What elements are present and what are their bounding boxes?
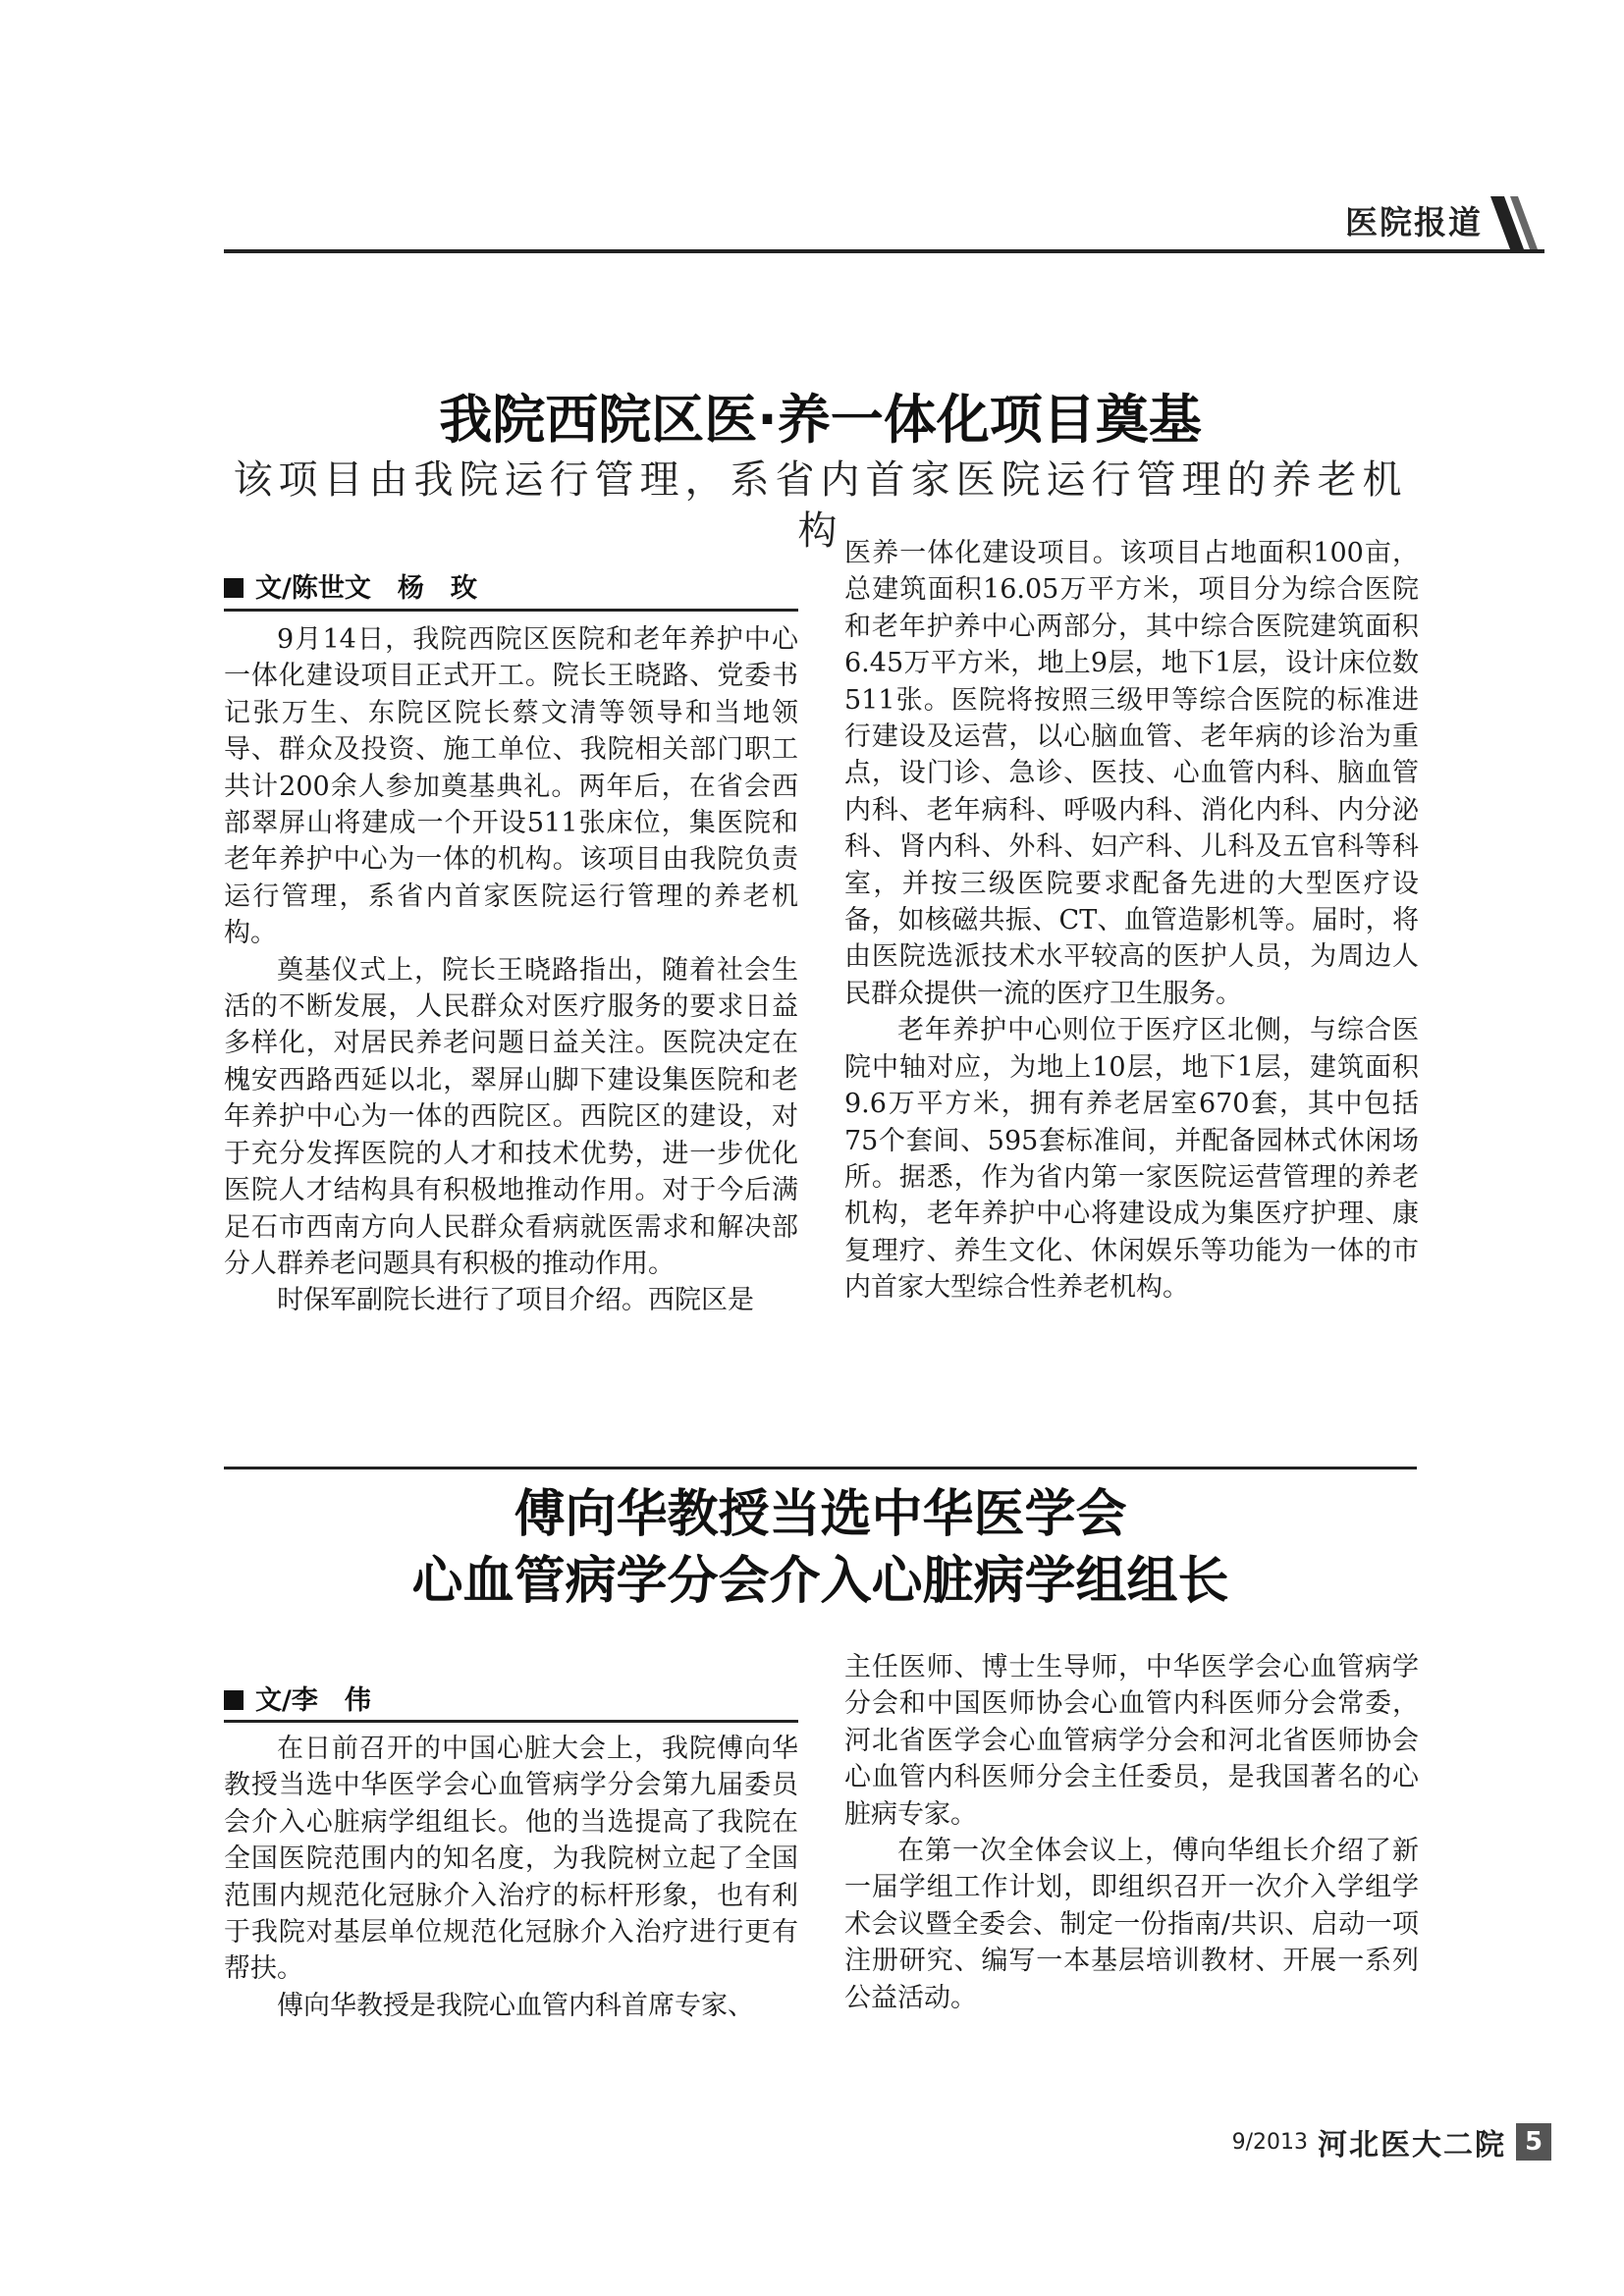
byline-square-icon (224, 1690, 244, 1710)
article1-byline-rule (224, 609, 798, 612)
article1-paragraph: 9月14日，我院西院区医院和老年养护中心一体化建设项目正式开工。院长王晓路、党委书记张万生、东院区院长蔡文清等领导和当地领导、群众及投资、施工单位、我院相关部门职工共计200余人参加奠基典礼。两年后，在省会西部翠屏山将建成一个开设511张床位，集医院和老年养护中心为一体的机构。该项目由我院负责运行管理，系省内首家医院运行管理的养老机构。 (224, 624, 798, 949)
issue-date: 9/2013 (1231, 2129, 1308, 2155)
article2-byline (224, 1683, 793, 1719)
article2-paragraph: 在日前召开的中国心脏大会上，我院傅向华教授当选中华医学会心血管病学分会第九届委员会介入心脏病学组组长。他的当选提高了我院在全国医院范围内的知名度，为我院树立起了全国范围内规范化冠脉介入治疗的标杆形象，也有利于我院对基层单位规范化冠脉介入治疗进行更有帮扶。 (224, 1734, 798, 1985)
article1-right-column (844, 535, 1419, 1307)
page-footer (1178, 2122, 1551, 2162)
article1-paragraph: 时保军副院长进行了项目介绍。西院区是 (277, 1285, 754, 1316)
page-number: 5 (1516, 2123, 1551, 2161)
article1-byline (224, 571, 793, 607)
article2-left-column (224, 1731, 798, 2024)
article1-paragraph: 老年养护中心则位于医疗区北侧，与综合医院中轴对应，为地上10层，地下1层，建筑面积9.6万平方米，拥有养老居室670套，其中包括75个套间、595套标准间，并配备园林式休闲场所。据悉，作为省内第一家医院运营管理的养老机构，老年养护中心将建设成为集医疗护理、康复理疗、养生文化、休闲娱乐等功能为一体的市内首家大型综合性养老机构。 (844, 1015, 1419, 1304)
header-rule (224, 249, 1544, 253)
header-slash-decoration (1483, 194, 1542, 251)
article2-right-column (844, 1649, 1419, 2016)
article2-paragraph: 傅向华教授是我院心血管内科首席专家、 (277, 1990, 754, 2021)
article1-paragraph: 医养一体化建设项目。该项目占地面积100亩，总建筑面积16.05万平方米，项目分为综合医院和老年护养中心两部分，其中综合医院建筑面积6.45万平方米，地上9层，地下1层，设计床位数511张。医院将按照三级甲等综合医院的标准进行建设及运营，以心脑血管、老年病的诊治为重点，设门诊、急诊、医技、心血管内科、脑血管内科、老年病科、呼吸内科、消化内科、内分泌科、肾内科、外科、妇产科、儿科及五官科等科室，并按三级医院要求配备先进的大型医疗设备，如核磁共振、CT、血管造影机等。届时，将由医院选派技术水平较高的医护人员，为周边人民群众提供一流的医疗卫生服务。 (844, 538, 1419, 1009)
article1-byline-text: 文/陈世文 杨 玫 (255, 573, 477, 604)
article2-title-line1: 傅向华教授当选中华医学会 (514, 1485, 1127, 1544)
byline-square-icon (224, 578, 244, 598)
article2-title-line2: 心血管病学分会介入心脏病学组组长 (411, 1552, 1229, 1611)
article1-title: 我院西院区医·养一体化项目奠基 (439, 389, 1202, 451)
article1-subtitle: 该项目由我院运行管理，系省内首家医院运行管理的养老机构 (233, 457, 1408, 554)
section-tag: 医院报道 (1345, 203, 1483, 241)
article2-byline-rule (224, 1720, 798, 1723)
article2-paragraph: 在第一次全体会议上，傅向华组长介绍了新一届学组工作计划，即组织召开一次介入学组学术会议暨全委会、制定一份指南/共识、启动一项注册研究、编写一本基层培训教材、开展一系列公益活动。 (844, 1836, 1419, 2013)
journal-name: 河北医大二院 (1318, 2128, 1506, 2163)
article1-left-column (224, 621, 798, 1319)
section-divider (224, 1467, 1417, 1469)
article2-byline-text: 文/李 伟 (255, 1685, 371, 1716)
article1-paragraph: 奠基仪式上，院长王晓路指出，随着社会生活的不断发展，人民群众对医疗服务的要求日益多样化，对居民养老问题日益关注。医院决定在槐安西路西延以北，翠屏山脚下建设集医院和老年养护中心为一体的西院区。西院区的建设，对于充分发挥医院的人才和技术优势，进一步优化医院人才结构具有积极地推动作用。对于今后满足石市西南方向人民群众看病就医需求和解决部分人群养老问题具有积极的推动作用。 (224, 954, 798, 1279)
article2-paragraph: 主任医师、博士生导师，中华医学会心血管病学分会和中国医师协会心血管内科医师分会常委，河北省医学会心血管病学分会和河北省医师协会心血管内科医师分会主任委员，是我国著名的心脏病专家。 (844, 1652, 1419, 1830)
